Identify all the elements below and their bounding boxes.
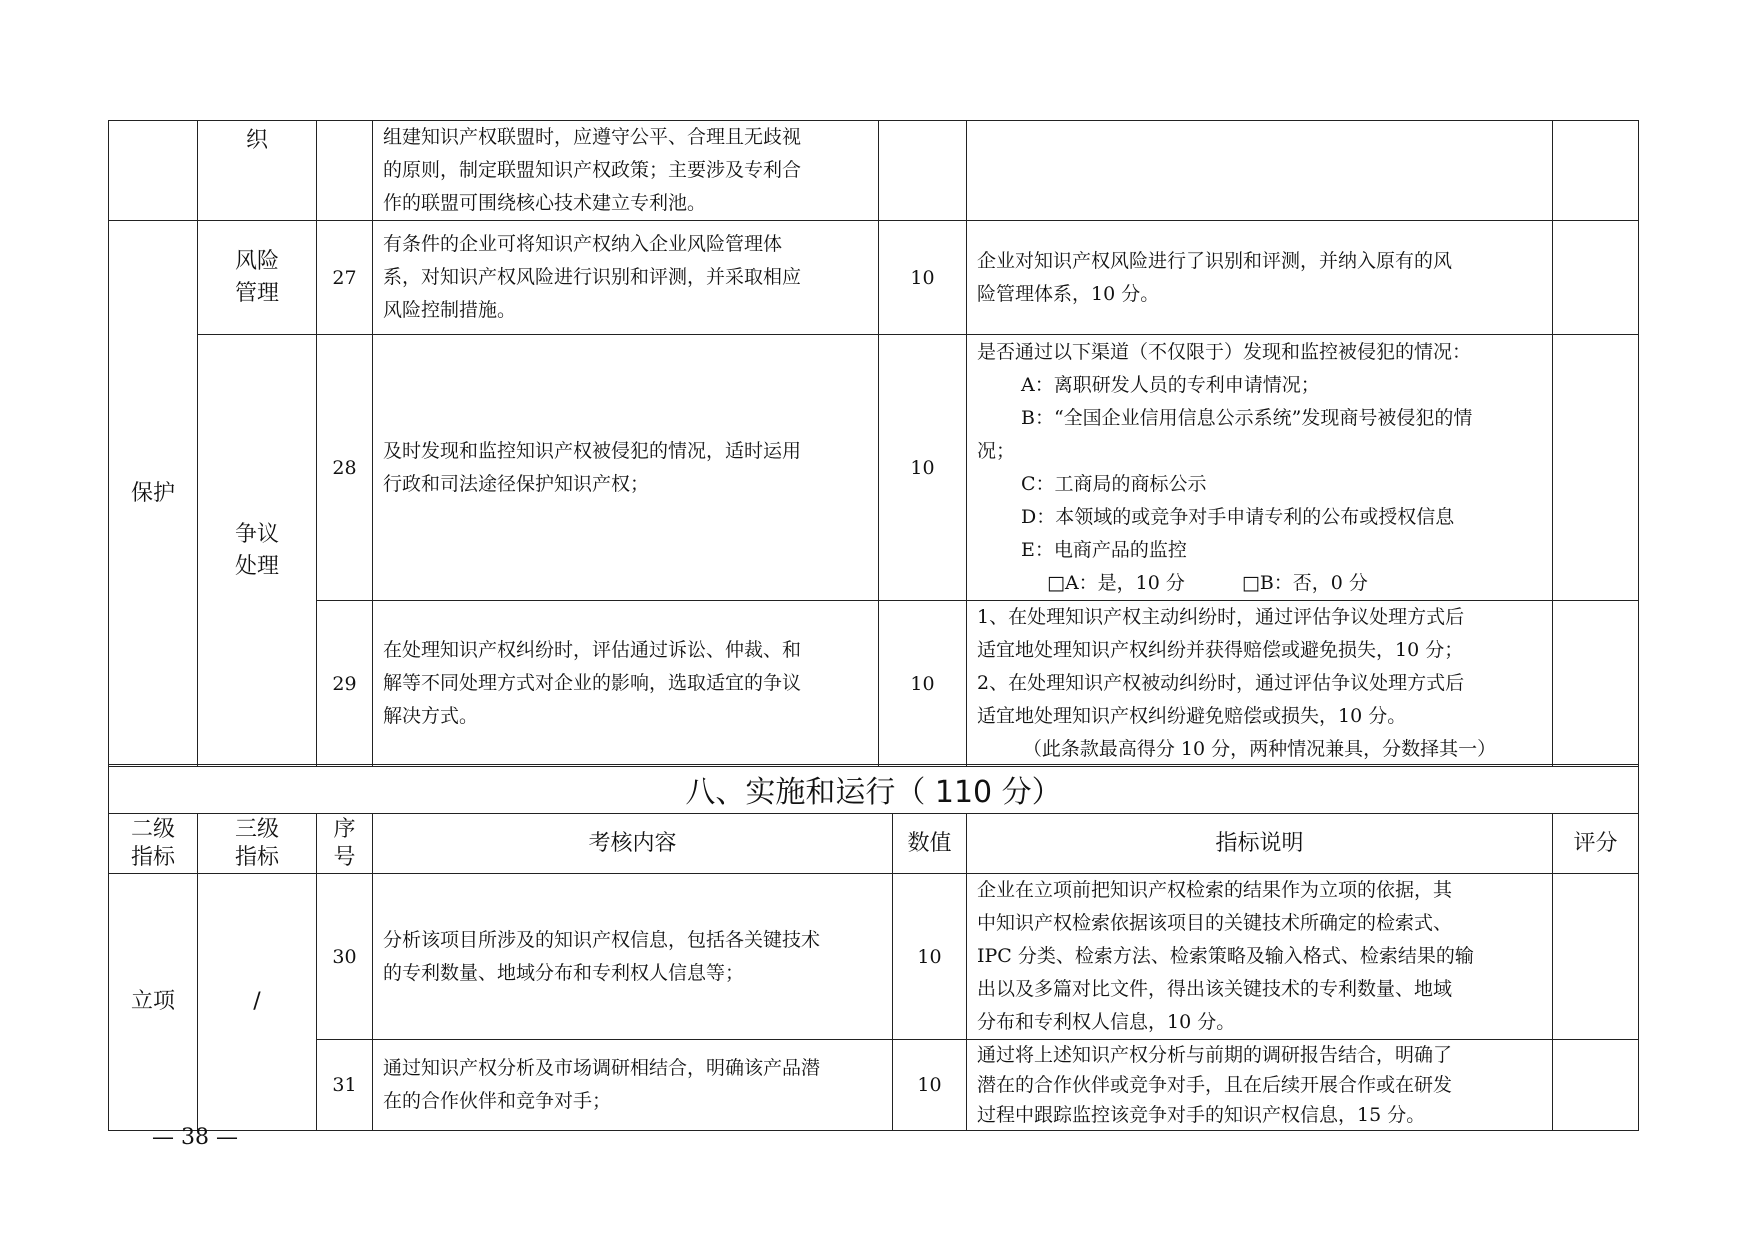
score-cell (1553, 1040, 1639, 1131)
score-cell (1553, 121, 1639, 221)
score-cell (1553, 221, 1639, 335)
header-label: 二级 (130, 816, 175, 842)
desc-line: 通过将上述知识产权分析与前期的调研报告结合，明确了 (977, 1044, 1453, 1066)
content-line: 在处理知识产权纠纷时，评估通过诉讼、仲裁、和 (383, 639, 802, 661)
desc-line: 潜在的合作伙伴或竞争对手，且在后续开展合作或在研发 (977, 1074, 1453, 1096)
desc-cell (967, 1040, 1553, 1131)
level3-cell (198, 121, 317, 221)
value-cell: 10 (893, 874, 967, 1040)
desc-option-a: A：离职研发人员的专利申请情况； (1021, 373, 1320, 396)
value-cell: 10 (893, 1040, 967, 1131)
desc-line: 出以及多篇对比文件，得出该关键技术的专利数量、地域 (977, 978, 1453, 1000)
header-score: 评分 (1553, 814, 1639, 874)
level3-label: 管理 (234, 280, 279, 306)
score-cell (1553, 601, 1639, 767)
desc-line: 2、在处理知识产权被动纠纷时，通过评估争议处理方式后 (977, 672, 1465, 694)
content-line: 行政和司法途径保护知识产权； (383, 472, 650, 495)
desc-line: 企业在立项前把知识产权检索的结果作为立项的依据，其 (977, 879, 1453, 901)
desc-line: IPC 分类、检索方法、检索策略及输入格式、检索结果的输 (977, 945, 1474, 967)
desc-line: 1、在处理知识产权主动纠纷时，通过评估争议处理方式后 (977, 606, 1465, 628)
desc-line: 适宜地处理知识产权纠纷避免赔偿或损失，10 分。 (977, 705, 1407, 727)
header-label: 三级 (234, 816, 279, 842)
desc-line: 是否通过以下渠道（不仅限于）发现和监控被侵犯的情况： (977, 340, 1472, 363)
header-content: 考核内容 (373, 814, 893, 874)
desc-cell (967, 335, 1553, 601)
content-line: 解决方式。 (383, 705, 479, 727)
evaluation-table-section8 (108, 764, 1639, 1131)
content-cell (373, 121, 879, 221)
desc-cell (967, 874, 1553, 1040)
table-row (109, 601, 1639, 767)
level3-cell (198, 335, 317, 767)
seq-cell (317, 121, 373, 221)
content-line: 系，对知识产权风险进行识别和评测，并采取相应 (383, 266, 802, 288)
value-cell: 10 (879, 601, 967, 767)
content-line: 有条件的企业可将知识产权纳入企业风险管理体 (383, 233, 783, 255)
content-cell (373, 335, 879, 601)
content-cell (373, 874, 893, 1040)
level2-cell-empty (109, 121, 198, 221)
header-label: 号 (333, 844, 356, 870)
level2-cell: 立项 (109, 874, 198, 1131)
score-choice-checkboxes: □A：是，10 分 □B：否，0 分 (1047, 571, 1368, 594)
seq-cell: 31 (317, 1040, 373, 1131)
table-row (109, 874, 1639, 1040)
content-line: 作的联盟可围绕核心技术建立专利池。 (383, 192, 707, 214)
score-cell (1553, 335, 1639, 601)
section-title: 八、实施和运行（ 110 分） (109, 765, 1639, 814)
seq-cell: 30 (317, 874, 373, 1040)
desc-cell (967, 221, 1553, 335)
level3-label: 风险 (234, 248, 279, 274)
table-row (109, 1040, 1639, 1131)
content-cell (373, 601, 879, 767)
desc-line: 企业对知识产权风险进行了识别和评测，并纳入原有的风 (977, 249, 1453, 272)
seq-cell: 29 (317, 601, 373, 767)
header-value: 数值 (893, 814, 967, 874)
header-label: 序 (333, 816, 356, 842)
content-line: 及时发现和监控知识产权被侵犯的情况，适时运用 (383, 439, 802, 462)
desc-line: 中知识产权检索依据该项目的关键技术所确定的检索式、 (977, 912, 1453, 934)
content-cell (373, 221, 879, 335)
level3-cell: / (198, 874, 317, 1131)
desc-cell (967, 601, 1553, 767)
table-row (109, 335, 1639, 601)
value-cell (879, 121, 967, 221)
seq-cell: 27 (317, 221, 373, 335)
value-cell: 10 (879, 221, 967, 335)
content-line: 组建知识产权联盟时，应遵守公平、合理且无歧视 (383, 126, 802, 148)
header-label: 指标 (130, 844, 175, 870)
desc-option-d: D：本领域的或竞争对手申请专利的公布或授权信息 (1021, 505, 1455, 528)
desc-line: 适宜地处理知识产权纠纷并获得赔偿或避免损失，10 分； (977, 639, 1464, 661)
score-cell (1553, 874, 1639, 1040)
header-label: 指标 (234, 844, 279, 870)
desc-option-e: E：电商产品的监控 (1021, 538, 1187, 561)
table-row (109, 221, 1639, 335)
table-row (109, 121, 1639, 221)
header-level2 (109, 814, 198, 874)
desc-cell (967, 121, 1553, 221)
section-title-row (109, 765, 1639, 814)
level3-cell (198, 221, 317, 335)
content-line: 的专利数量、地域分布和专利权人信息等； (383, 961, 745, 984)
evaluation-table-top (108, 120, 1639, 767)
level3-label: 织 (245, 128, 268, 153)
page-number: — 38 — (152, 1125, 238, 1150)
desc-line: 分布和专利权人信息，10 分。 (977, 1011, 1236, 1033)
desc-option-c: C：工商局的商标公示 (1021, 472, 1207, 495)
level2-cell (109, 221, 198, 767)
desc-line: 况； (977, 439, 1016, 462)
level3-label: 处理 (234, 553, 279, 579)
content-cell (373, 1040, 893, 1131)
level3-label: 争议 (234, 521, 279, 547)
content-line: 的原则，制定联盟知识产权政策；主要涉及专利合 (383, 159, 802, 181)
content-line: 分析该项目所涉及的知识产权信息，包括各关键技术 (383, 928, 821, 951)
header-desc: 指标说明 (967, 814, 1553, 874)
header-seq (317, 814, 373, 874)
content-line: 在的合作伙伴和竞争对手； (383, 1090, 612, 1112)
level2-label: 保护 (130, 480, 175, 506)
content-line: 解等不同处理方式对企业的影响，选取适宜的争议 (383, 672, 802, 694)
value-cell: 10 (879, 335, 967, 601)
desc-line: 过程中跟踪监控该竞争对手的知识产权信息，15 分。 (977, 1104, 1426, 1126)
content-line: 通过知识产权分析及市场调研相结合，明确该产品潜 (383, 1057, 821, 1079)
header-level3 (198, 814, 317, 874)
header-row (109, 814, 1639, 874)
desc-line: 险管理体系，10 分。 (977, 282, 1160, 305)
seq-cell: 28 (317, 335, 373, 601)
content-line: 风险控制措施。 (383, 299, 517, 321)
desc-option-b: B：“全国企业信用信息公示系统”发现商号被侵犯的情 (1021, 406, 1473, 429)
desc-note: （此条款最高得分 10 分，两种情况兼具，分数择其一） (1022, 738, 1497, 760)
